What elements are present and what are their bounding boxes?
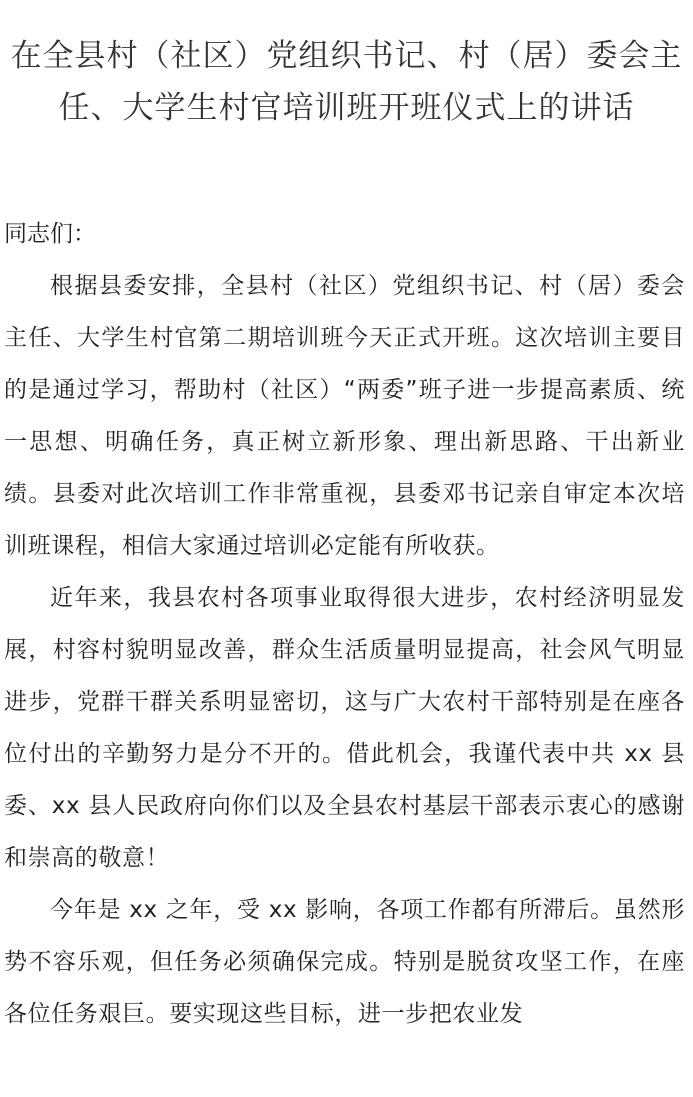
document-title: 在全县村（社区）党组织书记、村（居）委会主任、大学生村官培训班开班仪式上的讲话 <box>10 38 683 126</box>
paragraph-1: 根据县委安排，全县村（社区）党组织书记、村（居）委会主任、大学生村官第二期培训班今天正式开班。这次培训主要目的是通过学习，帮助村（社区）“两委”班子进一步提高素质、统一思想、明确任务，真正树立新形象、理出新思路、干出新业绩。县委对此次培训工作非常重视，县委邓书记亲自审定本次培训班课程，相信大家通过培训必定能有所收获。 <box>4 273 685 559</box>
greeting: 同志们： <box>4 221 96 247</box>
paragraph-2: 近年来，我县农村各项事业取得很大进步，农村经济明显发展，村容村貌明显改善，群众生活质量明显提高，社会风气明显进步，党群干群关系明显密切，这与广大农村干部特别是在座各位付出的辛勤努力是分不开的。借此机会，我谨代表中共 xx 县委、xx 县人民政府向你们以及全县农村基层干部表示衷心的感谢和崇高的敬意！ <box>4 585 685 871</box>
paragraph-3: 今年是 xx 之年，受 xx 影响，各项工作都有所滞后。虽然形势不容乐观，但任务必须确保完成。特别是脱贫攻坚工作，在座各位任务艰巨。要实现这些目标，进一步把农业发 <box>4 897 685 1027</box>
